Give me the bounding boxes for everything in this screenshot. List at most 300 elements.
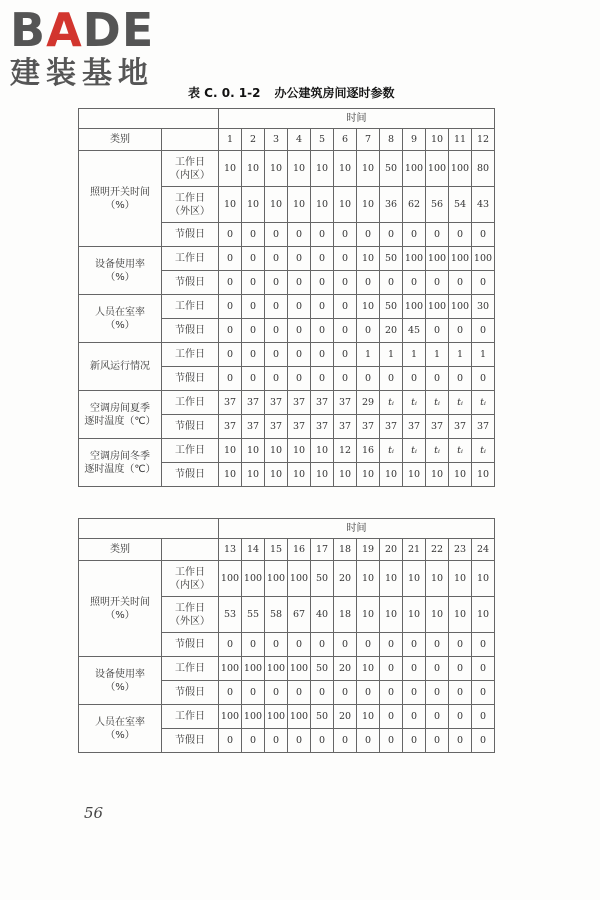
hour-header: 1 xyxy=(219,129,242,151)
subcategory-label: 工作日 xyxy=(175,566,205,578)
value-cell: 10 xyxy=(242,439,265,463)
value-cell: 18 xyxy=(334,597,357,633)
value-cell: 10 xyxy=(449,597,472,633)
value-cell: 0 xyxy=(288,367,311,391)
value-cell: 1 xyxy=(357,343,380,367)
value-cell: 37 xyxy=(242,391,265,415)
value-cell: 0 xyxy=(265,223,288,247)
value-cell: tᵢ xyxy=(426,391,449,415)
value-cell: 0 xyxy=(288,223,311,247)
value-cell: 58 xyxy=(265,597,288,633)
category-cell xyxy=(79,247,162,295)
value-cell: 0 xyxy=(426,633,449,657)
subcategory-cell xyxy=(162,729,219,753)
value-cell: 0 xyxy=(403,271,426,295)
value-cell: 0 xyxy=(449,705,472,729)
value-cell: 10 xyxy=(357,561,380,597)
value-cell: 100 xyxy=(403,247,426,271)
subcategory-label: 节假日 xyxy=(175,735,205,746)
value-cell: 0 xyxy=(380,657,403,681)
hour-header: 22 xyxy=(426,539,449,561)
value-cell: 100 xyxy=(288,561,311,597)
value-cell: 0 xyxy=(449,367,472,391)
header-blank xyxy=(79,109,219,129)
category-label: （%） xyxy=(105,271,135,283)
value-cell: 0 xyxy=(403,681,426,705)
logo-b: B xyxy=(10,3,47,57)
value-cell: 0 xyxy=(288,319,311,343)
hour-header: 12 xyxy=(472,129,495,151)
value-cell: 100 xyxy=(403,151,426,187)
value-cell: 10 xyxy=(265,463,288,487)
value-cell: 0 xyxy=(219,223,242,247)
value-cell: 0 xyxy=(265,271,288,295)
subcategory-label: 节假日 xyxy=(175,687,205,698)
subcategory-cell xyxy=(162,367,219,391)
value-cell: 10 xyxy=(357,247,380,271)
subcategory-label: 节假日 xyxy=(175,277,205,288)
value-cell: 29 xyxy=(357,391,380,415)
table-title xyxy=(188,84,395,101)
value-cell: 0 xyxy=(472,681,495,705)
hour-header: 11 xyxy=(449,129,472,151)
value-cell: 1 xyxy=(472,343,495,367)
value-cell: 10 xyxy=(357,705,380,729)
value-cell: 37 xyxy=(449,415,472,439)
value-cell: 100 xyxy=(403,295,426,319)
value-cell: 10 xyxy=(357,463,380,487)
value-cell: 100 xyxy=(219,705,242,729)
value-cell: 1 xyxy=(403,343,426,367)
table-row xyxy=(79,247,495,271)
subcategory-label: 工作日 xyxy=(175,192,205,204)
value-cell: 0 xyxy=(426,271,449,295)
header-time: 时间 xyxy=(219,519,495,539)
value-cell: 16 xyxy=(357,439,380,463)
value-cell: 10 xyxy=(242,463,265,487)
value-cell: 0 xyxy=(288,271,311,295)
value-cell: 0 xyxy=(219,367,242,391)
subcategory-label: 工作日 xyxy=(175,349,205,360)
hour-header: 20 xyxy=(380,539,403,561)
category-label: （%） xyxy=(105,199,135,211)
subcategory-label: （内区） xyxy=(170,169,210,181)
category-cell xyxy=(79,343,162,391)
value-cell: 0 xyxy=(357,319,380,343)
value-cell: 0 xyxy=(403,705,426,729)
value-cell: 10 xyxy=(380,463,403,487)
value-cell: 62 xyxy=(403,187,426,223)
value-cell: 10 xyxy=(311,463,334,487)
subcategory-label: （内区） xyxy=(170,579,210,591)
value-cell: 10 xyxy=(403,561,426,597)
value-cell: 20 xyxy=(334,561,357,597)
hour-header: 17 xyxy=(311,539,334,561)
value-cell: 37 xyxy=(288,415,311,439)
value-cell: 100 xyxy=(426,295,449,319)
table-number: 表 C. 0. 1-2 xyxy=(188,86,261,100)
value-cell: 54 xyxy=(449,187,472,223)
value-cell: 36 xyxy=(380,187,403,223)
hour-header: 21 xyxy=(403,539,426,561)
value-cell: 0 xyxy=(242,681,265,705)
value-cell: 37 xyxy=(472,415,495,439)
value-cell: 0 xyxy=(242,223,265,247)
value-cell: 12 xyxy=(334,439,357,463)
value-cell: 0 xyxy=(242,367,265,391)
value-cell: 0 xyxy=(265,343,288,367)
value-cell: 0 xyxy=(242,295,265,319)
value-cell: 0 xyxy=(219,295,242,319)
value-cell: 10 xyxy=(426,561,449,597)
value-cell: 0 xyxy=(288,343,311,367)
table-title-text: 办公建筑房间逐时参数 xyxy=(274,86,395,100)
value-cell: 0 xyxy=(288,681,311,705)
subcategory-label: 节假日 xyxy=(175,469,205,480)
subcategory-label: 节假日 xyxy=(175,639,205,650)
category-label: 照明开关时间 xyxy=(90,186,150,198)
subcategory-label: 工作日 xyxy=(175,156,205,168)
value-cell: 100 xyxy=(426,151,449,187)
value-cell: 0 xyxy=(449,223,472,247)
category-label: 设备使用率 xyxy=(95,258,145,270)
value-cell: 50 xyxy=(380,151,403,187)
value-cell: 0 xyxy=(472,705,495,729)
value-cell: 45 xyxy=(403,319,426,343)
value-cell: 0 xyxy=(380,367,403,391)
value-cell: 37 xyxy=(403,415,426,439)
value-cell: 0 xyxy=(426,729,449,753)
value-cell: 10 xyxy=(403,597,426,633)
subcategory-cell xyxy=(162,223,219,247)
value-cell: 0 xyxy=(265,319,288,343)
hour-header: 4 xyxy=(288,129,311,151)
value-cell: 10 xyxy=(357,657,380,681)
subcategory-label: 工作日 xyxy=(175,445,205,456)
value-cell: tᵢ xyxy=(449,439,472,463)
header-blank xyxy=(79,519,219,539)
hour-header: 8 xyxy=(380,129,403,151)
subcategory-cell xyxy=(162,343,219,367)
value-cell: 10 xyxy=(334,151,357,187)
value-cell: 0 xyxy=(380,705,403,729)
value-cell: 53 xyxy=(219,597,242,633)
value-cell: 0 xyxy=(242,319,265,343)
value-cell: 100 xyxy=(426,247,449,271)
subcategory-cell xyxy=(162,597,219,633)
bade-logo xyxy=(10,3,180,92)
category-label: 人员在室率 xyxy=(95,306,145,318)
hour-header: 2 xyxy=(242,129,265,151)
value-cell: 37 xyxy=(334,415,357,439)
value-cell: 10 xyxy=(288,151,311,187)
subcategory-label: 节假日 xyxy=(175,229,205,240)
subcategory-cell xyxy=(162,391,219,415)
table-row xyxy=(79,343,495,367)
table-row xyxy=(79,705,495,729)
hour-header: 18 xyxy=(334,539,357,561)
schedule-table-hours-13-24 xyxy=(78,518,495,753)
value-cell: 100 xyxy=(288,657,311,681)
hour-header: 6 xyxy=(334,129,357,151)
value-cell: 0 xyxy=(311,343,334,367)
subcategory-label: 工作日 xyxy=(175,602,205,614)
value-cell: tᵢ xyxy=(426,439,449,463)
subcategory-label: 工作日 xyxy=(175,397,205,408)
value-cell: 1 xyxy=(426,343,449,367)
table-row xyxy=(79,561,495,597)
subcategory-cell xyxy=(162,247,219,271)
value-cell: 10 xyxy=(357,187,380,223)
subcategory-label: 节假日 xyxy=(175,373,205,384)
logo-subtitle: 建装基地 xyxy=(10,56,154,91)
value-cell: 100 xyxy=(242,705,265,729)
value-cell: 1 xyxy=(380,343,403,367)
header-category: 类别 xyxy=(79,129,162,151)
header-blank-sub xyxy=(162,129,219,151)
value-cell: 10 xyxy=(426,463,449,487)
value-cell: 20 xyxy=(334,705,357,729)
value-cell: 0 xyxy=(219,633,242,657)
value-cell: 0 xyxy=(219,343,242,367)
subcategory-label: 工作日 xyxy=(175,711,205,722)
value-cell: 67 xyxy=(288,597,311,633)
value-cell: 37 xyxy=(311,391,334,415)
subcategory-label: 工作日 xyxy=(175,253,205,264)
value-cell: 10 xyxy=(242,187,265,223)
category-label: （%） xyxy=(105,609,135,621)
value-cell: 0 xyxy=(472,319,495,343)
value-cell: 0 xyxy=(242,729,265,753)
value-cell: 0 xyxy=(242,633,265,657)
value-cell: 0 xyxy=(242,343,265,367)
value-cell: tᵢ xyxy=(403,439,426,463)
subcategory-cell xyxy=(162,561,219,597)
header-blank-sub xyxy=(162,539,219,561)
value-cell: 10 xyxy=(288,187,311,223)
value-cell: 30 xyxy=(472,295,495,319)
value-cell: 20 xyxy=(380,319,403,343)
value-cell: 0 xyxy=(334,271,357,295)
value-cell: 0 xyxy=(334,343,357,367)
value-cell: 0 xyxy=(311,367,334,391)
hour-header: 7 xyxy=(357,129,380,151)
value-cell: 0 xyxy=(449,681,472,705)
header-category: 类别 xyxy=(79,539,162,561)
value-cell: 100 xyxy=(288,705,311,729)
header-time: 时间 xyxy=(219,109,495,129)
value-cell: 37 xyxy=(219,391,242,415)
value-cell: 0 xyxy=(426,367,449,391)
value-cell: 0 xyxy=(311,247,334,271)
value-cell: 1 xyxy=(449,343,472,367)
value-cell: 100 xyxy=(219,561,242,597)
value-cell: 100 xyxy=(219,657,242,681)
value-cell: 10 xyxy=(219,463,242,487)
value-cell: 37 xyxy=(334,391,357,415)
hour-header: 9 xyxy=(403,129,426,151)
value-cell: 50 xyxy=(311,561,334,597)
value-cell: 10 xyxy=(242,151,265,187)
value-cell: 0 xyxy=(219,681,242,705)
subcategory-label: 工作日 xyxy=(175,663,205,674)
value-cell: 0 xyxy=(334,729,357,753)
value-cell: 0 xyxy=(265,367,288,391)
logo-de: DE xyxy=(82,3,155,57)
subcategory-label: （外区） xyxy=(170,205,210,217)
value-cell: 0 xyxy=(334,681,357,705)
value-cell: 0 xyxy=(311,681,334,705)
value-cell: 100 xyxy=(449,247,472,271)
category-label: 新风运行情况 xyxy=(90,361,150,372)
value-cell: 0 xyxy=(265,295,288,319)
category-cell xyxy=(79,439,162,487)
value-cell: 0 xyxy=(219,247,242,271)
value-cell: 0 xyxy=(449,729,472,753)
category-label: 设备使用率 xyxy=(95,668,145,680)
category-label: 逐时温度（℃） xyxy=(84,463,156,475)
value-cell: 0 xyxy=(449,657,472,681)
value-cell: 0 xyxy=(311,729,334,753)
header-row-time xyxy=(79,109,495,129)
value-cell: 0 xyxy=(265,633,288,657)
value-cell: 0 xyxy=(426,319,449,343)
category-cell xyxy=(79,391,162,439)
value-cell: 0 xyxy=(472,657,495,681)
value-cell: 43 xyxy=(472,187,495,223)
value-cell: 40 xyxy=(311,597,334,633)
value-cell: 0 xyxy=(380,633,403,657)
value-cell: 10 xyxy=(219,187,242,223)
subcategory-cell xyxy=(162,319,219,343)
value-cell: tᵢ xyxy=(380,391,403,415)
value-cell: 100 xyxy=(265,657,288,681)
subcategory-cell xyxy=(162,415,219,439)
value-cell: 0 xyxy=(288,633,311,657)
hour-header: 23 xyxy=(449,539,472,561)
value-cell: 0 xyxy=(357,633,380,657)
hour-header: 16 xyxy=(288,539,311,561)
value-cell: tᵢ xyxy=(472,439,495,463)
subcategory-cell xyxy=(162,151,219,187)
value-cell: 55 xyxy=(242,597,265,633)
value-cell: tᵢ xyxy=(449,391,472,415)
value-cell: 100 xyxy=(265,561,288,597)
value-cell: 0 xyxy=(288,729,311,753)
table-row xyxy=(79,391,495,415)
value-cell: 100 xyxy=(265,705,288,729)
subcategory-cell xyxy=(162,439,219,463)
value-cell: 37 xyxy=(288,391,311,415)
value-cell: 0 xyxy=(472,729,495,753)
value-cell: 0 xyxy=(449,319,472,343)
hour-header: 5 xyxy=(311,129,334,151)
value-cell: 100 xyxy=(242,561,265,597)
subcategory-label: 节假日 xyxy=(175,325,205,336)
category-label: （%） xyxy=(105,319,135,331)
value-cell: 0 xyxy=(357,729,380,753)
category-label: 空调房间夏季 xyxy=(90,402,150,414)
value-cell: 37 xyxy=(265,415,288,439)
value-cell: 10 xyxy=(311,187,334,223)
value-cell: 0 xyxy=(380,223,403,247)
value-cell: 0 xyxy=(403,223,426,247)
value-cell: 0 xyxy=(357,271,380,295)
value-cell: 100 xyxy=(242,657,265,681)
value-cell: 10 xyxy=(426,597,449,633)
category-label: 逐时温度（℃） xyxy=(84,415,156,427)
value-cell: 10 xyxy=(265,151,288,187)
value-cell: 0 xyxy=(311,633,334,657)
category-label: 照明开关时间 xyxy=(90,596,150,608)
subcategory-cell xyxy=(162,633,219,657)
subcategory-cell xyxy=(162,681,219,705)
category-cell xyxy=(79,295,162,343)
value-cell: tᵢ xyxy=(472,391,495,415)
logo-a: A xyxy=(46,3,83,57)
table-row xyxy=(79,439,495,463)
value-cell: 37 xyxy=(265,391,288,415)
value-cell: 0 xyxy=(472,271,495,295)
value-cell: 10 xyxy=(380,597,403,633)
value-cell: 0 xyxy=(288,295,311,319)
value-cell: 37 xyxy=(311,415,334,439)
hour-header: 24 xyxy=(472,539,495,561)
value-cell: 0 xyxy=(265,247,288,271)
value-cell: 10 xyxy=(357,151,380,187)
value-cell: 10 xyxy=(219,151,242,187)
value-cell: 10 xyxy=(403,463,426,487)
value-cell: 0 xyxy=(311,223,334,247)
category-label: 空调房间冬季 xyxy=(90,450,150,462)
value-cell: 0 xyxy=(334,367,357,391)
value-cell: 10 xyxy=(288,463,311,487)
value-cell: 0 xyxy=(472,633,495,657)
hour-header: 14 xyxy=(242,539,265,561)
value-cell: 10 xyxy=(288,439,311,463)
value-cell: 37 xyxy=(242,415,265,439)
value-cell: 0 xyxy=(219,729,242,753)
value-cell: 37 xyxy=(426,415,449,439)
table-row xyxy=(79,151,495,187)
value-cell: 10 xyxy=(357,295,380,319)
value-cell: 0 xyxy=(265,729,288,753)
value-cell: 10 xyxy=(449,561,472,597)
value-cell: 0 xyxy=(403,633,426,657)
value-cell: 0 xyxy=(357,367,380,391)
category-cell xyxy=(79,151,162,247)
header-row-time xyxy=(79,519,495,539)
value-cell: 0 xyxy=(334,319,357,343)
value-cell: 100 xyxy=(472,247,495,271)
value-cell: 0 xyxy=(334,247,357,271)
value-cell: 0 xyxy=(403,657,426,681)
value-cell: 10 xyxy=(472,597,495,633)
subcategory-cell xyxy=(162,295,219,319)
value-cell: 0 xyxy=(380,271,403,295)
value-cell: 10 xyxy=(311,439,334,463)
logo-wordmark xyxy=(10,3,180,57)
value-cell: 0 xyxy=(288,247,311,271)
value-cell: 0 xyxy=(219,271,242,295)
value-cell: 0 xyxy=(380,729,403,753)
category-cell xyxy=(79,561,162,657)
value-cell: 0 xyxy=(426,681,449,705)
value-cell: 0 xyxy=(334,633,357,657)
value-cell: 0 xyxy=(472,223,495,247)
category-label: 人员在室率 xyxy=(95,716,145,728)
value-cell: 10 xyxy=(265,439,288,463)
